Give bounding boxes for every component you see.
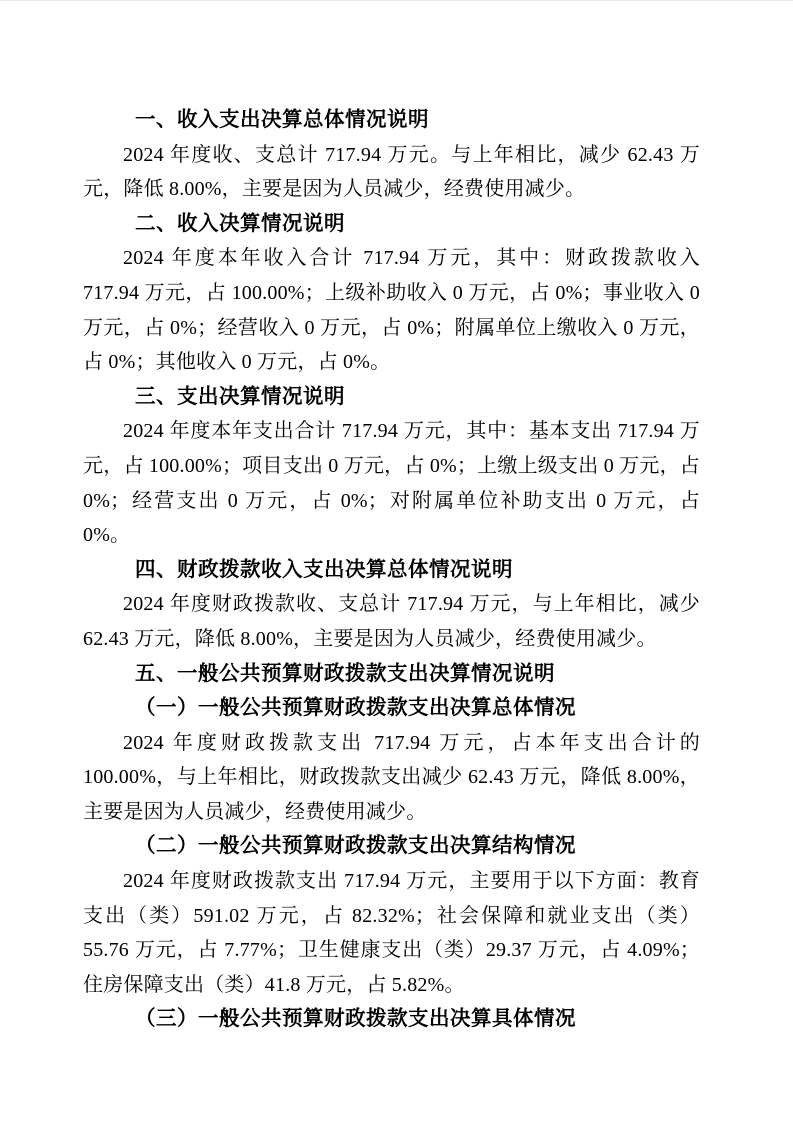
heading-expense-accounts: 三、支出决算情况说明 (135, 384, 345, 408)
heading-income-expense-overall: 一、收入支出决算总体情况说明 (135, 108, 429, 131)
paragraph-income-expense-overall: 2024 年度收、支总计 717.94 万元。与上年相比，减少 62.43 万元，降低 8.00%，主要是因为人员减少，经费使用减少。 (83, 143, 700, 201)
paragraph-fiscal-appropriation-overall: 2024 年度财政拨款收、支总计 717.94 万元，与上年相比，减少 62.43 万元，降低 8.00%，主要是因为人员减少，经费使用减少。 (83, 593, 700, 650)
heading-public-budget-expense: 五、一般公共预算财政拨款支出决算情况说明 (135, 661, 555, 685)
subheading-budget-expense-overall: （一）一般公共预算财政拨款支出决算总体情况 (135, 696, 576, 720)
paragraph-budget-expense-overall: 2024 年度财政拨款支出 717.94 万元，占本年支出合计的 100.00%，与上年相比，财政拨款支出减少 62.43 万元，降低 8.00%，主要是因为人员减少，经费使用减少。 (83, 731, 700, 823)
subheading-budget-expense-structure: （二）一般公共预算财政拨款支出决算结构情况 (135, 834, 576, 858)
heading-fiscal-appropriation-overall: 四、财政拨款收入支出决算总体情况说明 (135, 557, 513, 581)
paragraph-income-accounts: 2024 年度本年收入合计 717.94 万元，其中：财政拨款收入 717.94 万元，占 100.00%；上级补助收入 0 万元，占 0%；事业收入 0 万元，占 0%；经营收入 0 万元，占 0%；附属单位上缴收入 0 万元，占 0%；其他收入 0 万元，占 0%。 (83, 247, 700, 374)
paragraph-expense-accounts: 2024 年度本年支出合计 717.94 万元，其中：基本支出 717.94 万元，占 100.00%；项目支出 0 万元，占 0%；上缴上级支出 0 万元，占 0%；经营支出 0 万元，占 0%；对附属单位补助支出 0 万元，占 0%。 (83, 420, 700, 547)
subheading-budget-expense-details: （三）一般公共预算财政拨款支出决算具体情况 (135, 1007, 576, 1031)
document-page (0, 1, 793, 1123)
heading-income-accounts: 二、收入决算情况说明 (135, 211, 345, 235)
paragraph-budget-expense-structure: 2024 年度财政拨款支出 717.94 万元，主要用于以下方面：教育支出（类）591.02 万元，占 82.32%；社会保障和就业支出（类）55.76 万元，占 7.77%；卫生健康支出（类）29.37 万元，占 4.09%；住房保障支出（类）41.8 万元，占 5.82%。 (83, 870, 700, 996)
